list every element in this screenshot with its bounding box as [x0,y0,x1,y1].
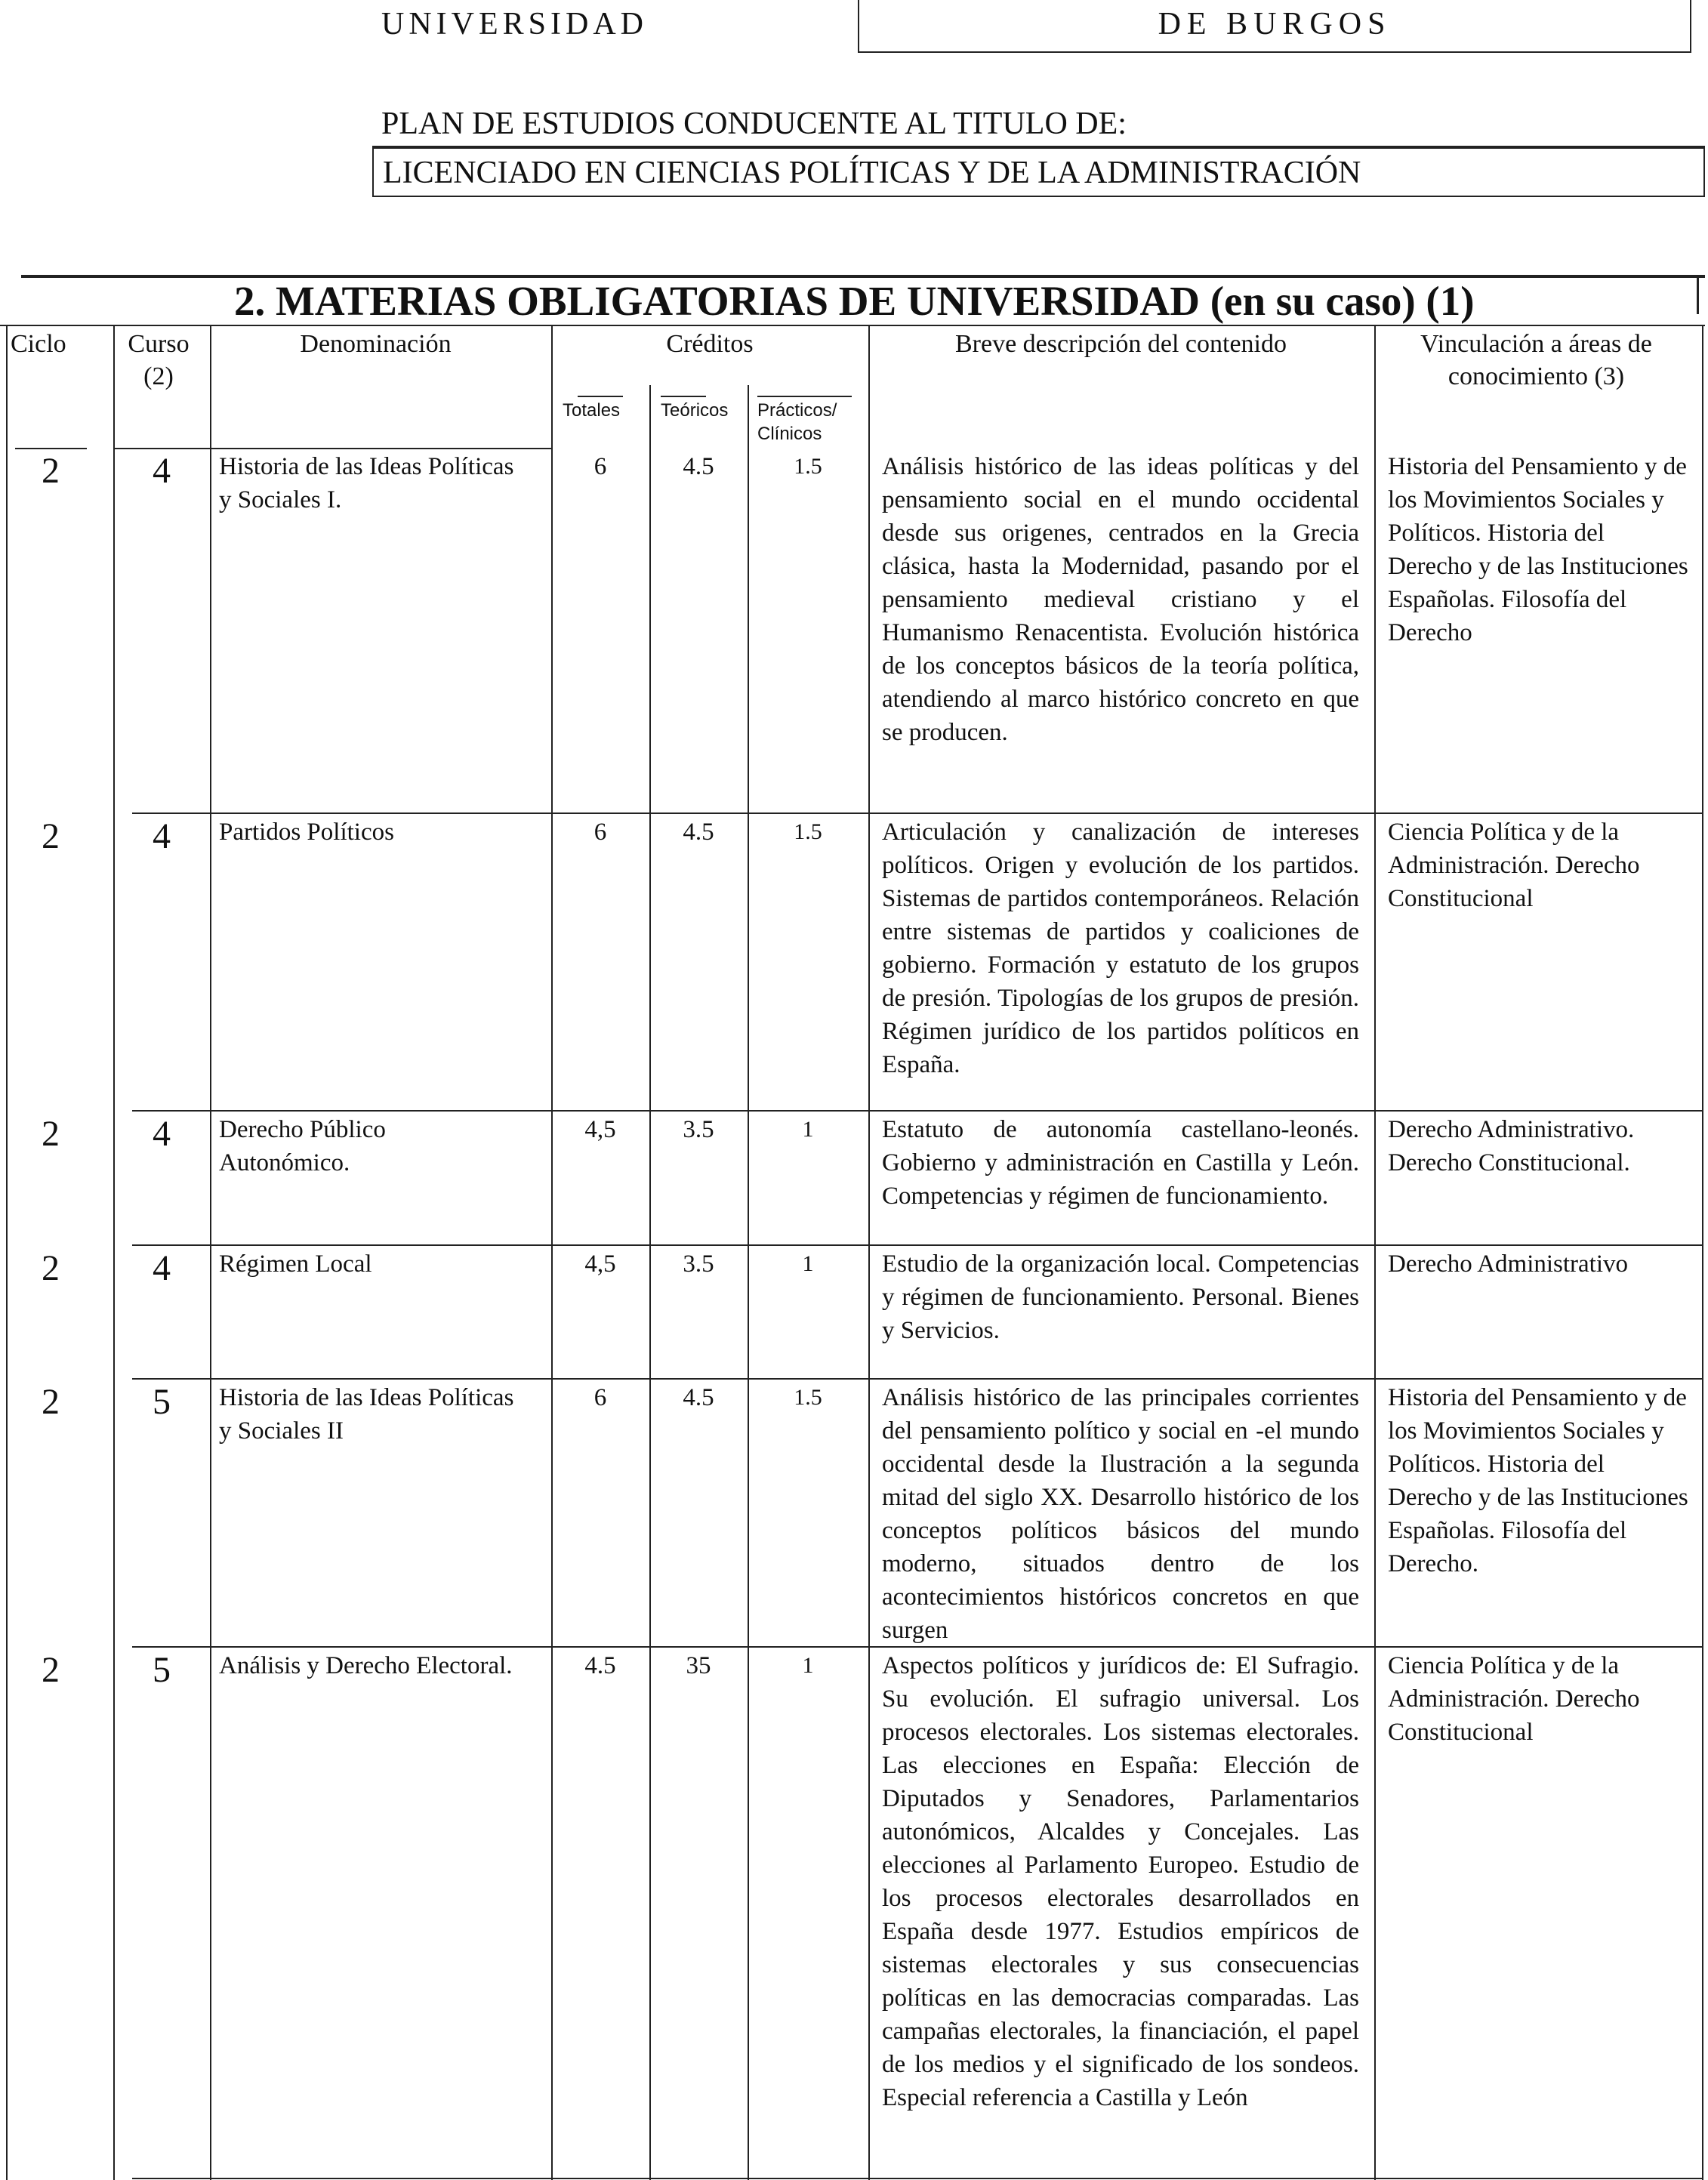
cell-curso: 5 [153,1650,171,1690]
cell-totales: 6 [593,453,607,480]
cell-ciclo: 2 [42,1382,60,1422]
col-vinculacion: Vinculación a áreas de [1420,330,1652,358]
cell-ciclo: 2 [42,451,60,491]
col-creditos: Créditos [666,330,754,358]
cell-teoricos: 35 [686,1652,711,1679]
ciclo-rule [15,448,87,449]
cell-practicos: 1 [802,1653,814,1678]
cell-practicos: 1 [802,1117,814,1142]
cell-teoricos: 4.5 [683,1384,714,1411]
cell-denominacion: Partidos Políticos [219,819,394,846]
degree-title: LICENCIADO EN CIENCIAS POLÍTICAS Y DE LA ADMINISTRACIÓN [383,156,1361,190]
cell-descripcion: Análisis histórico de las ideas políticas y del pensamiento social en el mundo occidental desde sus origenes, centrados en la Grecia clásica, hasta la Modernidad, pasando por el pensamiento medieval cristiano y el Humanismo Renacentista. Evolución histórica de los conceptos básicos de la teoría política, atendiendo al marco histórico concreto en que se producen. [882,453,1359,746]
col-clinicos: Clínicos [757,424,822,444]
cell-practicos: 1.5 [794,454,822,479]
cell-teoricos: 4.5 [683,819,714,846]
cell-denominacion: Derecho Público Autonómico. [219,1116,386,1176]
grid-line-teoricos [649,385,651,2180]
practicos-rule [757,396,852,397]
cell-ciclo: 2 [42,816,60,856]
cell-descripcion: Estudio de la organización local. Competencias y régimen de funcionamiento. Personal. Bienes y Servicios. [882,1250,1359,1344]
col-denominacion: Denominación [300,330,452,358]
university-name-box [858,0,1691,53]
cell-descripcion: Articulación y canalización de intereses políticos. Origen y evolución de los partidos. Sistemas de partidos contemporáneos. Relación entre sistemas de partidos y coaliciones de gobierno. Formación y estatuto de los grupos de presión. Tipologías de los grupos de presión. Régimen jurídico de los partidos políticos en España. [882,819,1359,1078]
col-curso: Curso [128,330,190,358]
cell-vinculacion: Derecho Administrativo. Derecho Constitucional. [1388,1116,1635,1176]
cell-totales: 4,5 [584,1250,616,1278]
grid-line-denominacion [210,325,211,2180]
col-teoricos: Teóricos [661,400,729,421]
row-separator [132,1244,1703,1246]
cell-vinculacion: Ciencia Política y de la Administración. Derecho Constitucional [1388,819,1640,912]
cell-denominacion: Historia de las Ideas Políticas y Sociales I. [219,453,514,513]
cell-curso: 5 [153,1382,171,1422]
university-name-left: UNIVERSIDAD [381,7,648,42]
cell-denominacion: Historia de las Ideas Políticas y Sociales II [219,1384,514,1445]
cell-curso: 4 [153,816,171,856]
plan-label: PLAN DE ESTUDIOS CONDUCENTE AL TITULO DE: [381,106,1127,141]
totales-rule [578,396,623,397]
grid-line-practicos [748,385,749,2180]
grid-line-descripcion [868,325,870,2180]
col-curso-note: (2) [143,362,174,390]
grid-line-vinculacion [1374,325,1376,2180]
cell-totales: 4.5 [584,1652,616,1679]
cell-descripcion: Aspectos políticos y jurídicos de: El Sufragio. Su evolución. El sufragio universal. Los procesos electorales. Los sistemas electorales. Las elecciones en España: Elección de Diputados y Senadores, Parlamentarios autonómicos, Alcaldes y Concejales. Las elecciones al Parlamento Europeo. Estudio de los procesos electorales desarrollados en España desde 1977. Estudios empíricos de sistemas electorales y sus consecuencias políticas en las democracias comparadas. Las campañas electorales, la financiación, el papel de los medios y el significado de los sondeos. Especial referencia a Castilla y León [882,1652,1359,2111]
cell-practicos: 1 [802,1251,814,1276]
cell-curso: 4 [153,1114,171,1154]
cell-curso: 4 [153,451,171,491]
table-bottom-rule [132,2178,1703,2179]
grid-line-left [6,325,8,2180]
cell-practicos: 1.5 [794,1385,822,1410]
cell-denominacion: Análisis y Derecho Electoral. [219,1652,513,1679]
cell-descripcion: Estatuto de autonomía castellano-leonés. Gobierno y administración en Castilla y León. Competencias y régimen de funcionamiento. [882,1116,1359,1210]
cell-denominacion: Régimen Local [219,1250,372,1278]
row-separator [132,1110,1703,1112]
cell-totales: 6 [593,1384,607,1411]
section-title-mark [1697,276,1699,314]
col-totales: Totales [563,400,621,421]
col-practicos: Prácticos/ [757,400,837,421]
cell-vinculacion: Derecho Administrativo [1388,1250,1629,1278]
university-name-right: DE BURGOS [1158,7,1392,42]
col-vinculacion-2: conocimiento (3) [1447,362,1625,390]
header-bottom-rule [113,448,551,449]
cell-curso: 4 [153,1248,171,1288]
degree-box [372,146,1705,197]
cell-totales: 4,5 [584,1116,616,1143]
cell-descripcion: Análisis histórico de las principales corrientes del pensamiento político y social en -el mundo occidental desde la Ilustración a la segunda mitad del siglo XX. Desarrollo histórico de los conceptos políticos básicos del mundo moderno, situados dentro de los acontecimientos históricos concretos en que surgen [882,1384,1359,1644]
teoricos-rule [661,396,706,397]
cell-ciclo: 2 [42,1248,60,1288]
cell-vinculacion: Historia del Pensamiento y de los Movimientos Sociales y Políticos. Historia del Derecho y de las Instituciones Españolas. Filosofía del Derecho [1388,453,1688,646]
col-descripcion: Breve descripción del contenido [954,330,1287,358]
col-ciclo: Ciclo [11,330,66,358]
grid-line-right [1702,325,1703,2180]
cell-ciclo: 2 [42,1114,60,1154]
row-separator [132,812,1703,814]
cell-vinculacion: Ciencia Política y de la Administración. Derecho Constitucional [1388,1652,1640,1746]
cell-practicos: 1.5 [794,819,822,844]
cell-vinculacion: Historia del Pensamiento y de los Movimientos Sociales y Políticos. Historia del Derecho y de las Instituciones Españolas. Filosofía del Derecho. [1388,1384,1688,1577]
row-separator [132,1378,1703,1380]
cell-teoricos: 4.5 [683,453,714,480]
header-rule [0,325,1705,326]
cell-ciclo: 2 [42,1650,60,1690]
section-title: 2. MATERIAS OBLIGATORIAS DE UNIVERSIDAD (en su caso) (1) [234,278,1475,324]
cell-totales: 6 [593,819,607,846]
cell-teoricos: 3.5 [683,1116,714,1143]
cell-teoricos: 3.5 [683,1250,714,1278]
